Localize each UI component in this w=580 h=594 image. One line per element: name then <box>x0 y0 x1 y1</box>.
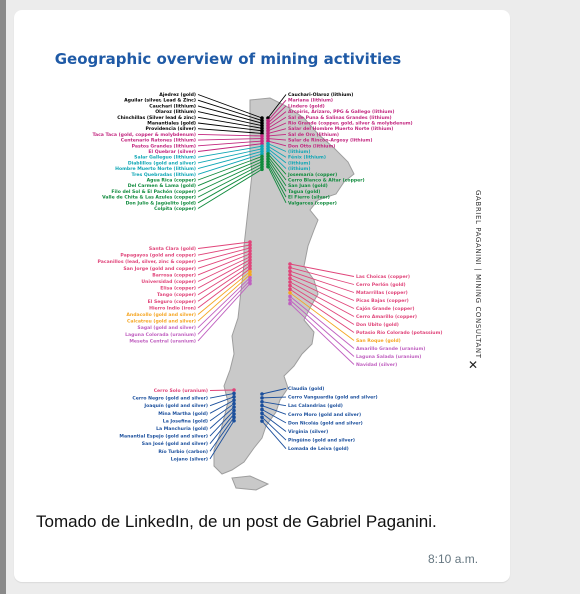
map-label: Hombre Muerto Norte (lithium) <box>115 167 196 173</box>
message-image[interactable] <box>18 14 506 502</box>
mine-marker <box>232 398 236 402</box>
map-label: Barrosa (copper) <box>152 273 196 279</box>
left-scroll-edge <box>0 0 6 594</box>
map-label: Manantiales (gold) <box>147 121 196 127</box>
map-label: Cerro Negro (gold and silver) <box>132 396 208 402</box>
mine-marker <box>260 404 264 408</box>
map-label: Matarrillas (copper) <box>356 291 408 296</box>
mine-marker <box>260 415 264 419</box>
map-label: (lithium) <box>288 167 311 173</box>
map-label: Navidad (silver) <box>356 363 398 368</box>
map-label: Calcatreu (gold and silver) <box>127 319 196 325</box>
mine-marker <box>232 419 236 423</box>
mine-marker <box>232 405 236 409</box>
message-caption: Tomado de LinkedIn, de un post de Gabriel Paganini. <box>36 512 437 531</box>
mine-marker <box>232 388 236 392</box>
mine-marker <box>232 409 236 413</box>
map-label: Cerro Blanco & Altar (copper) <box>288 178 365 184</box>
map-label: Cerro Perlón (gold) <box>356 283 406 288</box>
mine-marker <box>232 412 236 416</box>
map-label: Cerro Amarillo (copper) <box>356 315 417 320</box>
map-label: Josemaría (copper) <box>288 172 338 178</box>
mine-marker <box>232 395 236 399</box>
map-label: San Roque (gold) <box>356 339 401 344</box>
map-label: San Juan (gold) <box>288 184 328 190</box>
map-label: Del Carmen & Lama (gold) <box>127 184 196 190</box>
map-label: Aguilar (silver, Lead & Zinc) <box>124 98 196 104</box>
map-label: Universidad (copper) <box>141 280 196 285</box>
map-label: Ajedrez (gold) <box>159 93 196 98</box>
map-label: Virginia (silver) <box>288 430 329 435</box>
map-label: Tagua (gold) <box>288 189 321 195</box>
map-label: Cerro Vanguardia (gold and silver) <box>288 395 378 401</box>
map-label: Don Julio & Jagüelito (gold) <box>125 201 196 207</box>
map-label: Pingüino (gold and silver) <box>288 438 355 444</box>
map-label: Fénix (lithium) <box>288 155 326 161</box>
map-label: Cerro Moro (gold and silver) <box>288 412 362 418</box>
mine-marker <box>288 273 292 277</box>
author-credit-text: GABRIEL PAGANINI | MINING CONSULTANT <box>474 190 482 359</box>
map-label: Laguna Colorada (uranium) <box>125 332 196 338</box>
mine-marker <box>288 269 292 273</box>
map-label: Cajón Grande (copper) <box>356 307 415 312</box>
map-label: Diablillos (gold and silver) <box>127 161 196 167</box>
map-label: Centenario Ratones (lithium) <box>120 138 196 144</box>
map-label: El Quebrar (silver) <box>148 150 196 155</box>
map-label: Tres Quebradas (lithium) <box>131 172 196 178</box>
map-label: Tango (copper) <box>157 293 196 299</box>
map-label: Don Ubito (gold) <box>356 323 399 328</box>
mine-marker <box>288 277 292 281</box>
mine-marker <box>260 412 264 416</box>
author-credit <box>470 190 486 370</box>
mine-marker <box>232 402 236 406</box>
leader-line <box>262 421 286 449</box>
mine-marker <box>248 282 252 286</box>
tierra-del-fuego-shape <box>232 476 268 490</box>
map-label: Hierro Indio (iron) <box>149 306 196 312</box>
map-label: Cauchari-Olaroz (lithium) <box>288 93 354 98</box>
map-label: Arcoiris, Arizaro, PPG & Gallego (lithium) <box>288 110 395 116</box>
map-label: Chinchillas (Silver lead & zinc) <box>117 115 196 121</box>
map-label: La Josefina (gold) <box>162 419 208 425</box>
map-label: Pastos Grandes (lithium) <box>131 144 196 150</box>
leader-line <box>210 390 234 391</box>
map-label: Papagayos (gold and copper) <box>120 253 196 259</box>
map-label: Santa Clara (gold) <box>148 247 196 252</box>
map-label: La Manchuria (gold) <box>156 427 208 432</box>
map-label: Picas Bajas (copper) <box>356 299 409 304</box>
map-label: Meseta Central (uranium) <box>129 339 196 345</box>
map-label: Rio Grande (copper, gold, silver & molybdenum) <box>288 121 413 127</box>
mine-marker <box>266 165 270 169</box>
map-label: Valgarces (copper) <box>288 201 337 207</box>
map-label: Agua Rica (copper) <box>146 178 196 184</box>
map-label: Sal de Oro (lithium) <box>288 132 339 138</box>
map-label: Elisa (copper) <box>160 286 196 292</box>
argentina-mining-map <box>18 14 506 502</box>
mine-marker <box>232 416 236 420</box>
map-label: Joaquín (gold and silver) <box>144 404 208 410</box>
map-label: Providencia (silver) <box>145 127 196 133</box>
map-label: Lindero (gold) <box>288 104 325 110</box>
map-label: El Fierro (silver) <box>288 195 330 201</box>
map-label: Salar Galleguo (lithium) <box>134 155 196 161</box>
mine-marker <box>288 287 292 291</box>
map-label: Lojano (silver) <box>170 457 208 463</box>
map-label: Mina Martha (gold) <box>158 411 208 417</box>
mine-marker <box>260 408 264 412</box>
map-label: San José (gold and silver) <box>141 442 208 448</box>
map-label: Las Choicas (copper) <box>356 275 410 280</box>
map-label: Salar del Hombre Muerto Norte (lithium) <box>288 127 394 133</box>
map-label: Manantial Espejo (gold and silver) <box>119 434 208 440</box>
map-label: Valle de Chita & Las Azules (copper) <box>102 195 196 201</box>
mine-marker <box>288 280 292 284</box>
mine-marker <box>288 284 292 288</box>
map-label: Filo del Sol & El Pachón (copper) <box>111 189 196 195</box>
map-label: Don Nicolás (gold and silver) <box>288 421 363 427</box>
mine-marker <box>288 266 292 270</box>
mine-marker <box>232 392 236 396</box>
mine-marker <box>260 396 264 400</box>
map-label: (lithium) <box>288 150 311 155</box>
map-label: Andacollo (gold and silver) <box>126 313 196 318</box>
map-label: Colpita (copper) <box>154 207 196 212</box>
map-label: El Seguro (copper) <box>147 299 196 305</box>
map-label: Sal de Puna & Salinas Grandes (lithium) <box>288 115 392 121</box>
mine-marker <box>288 295 292 299</box>
map-label: Sagal (gold and silver) <box>137 326 196 332</box>
image-title: Geographic overview of mining activities <box>54 50 402 68</box>
leader-line <box>198 242 250 249</box>
map-label: Taca Taca (gold, copper & molybdenum) <box>92 132 196 138</box>
mine-marker <box>288 298 292 302</box>
mine-marker <box>288 262 292 266</box>
map-label: Mariana (lithium) <box>288 98 334 104</box>
mine-marker <box>288 291 292 295</box>
map-label: Amarillo Grande (uranium) <box>356 347 426 352</box>
map-label: San Jorge (gold and copper) <box>123 266 196 272</box>
message-timestamp: 8:10 a.m. <box>428 552 479 566</box>
map-label: Las Calandrias (gold) <box>288 404 343 410</box>
map-label: Río Turbio (carbon) <box>158 449 208 455</box>
mine-marker <box>260 400 264 404</box>
map-label: Laguna Salada (uranium) <box>356 355 422 360</box>
map-label: Cauchari (lithium) <box>149 104 196 110</box>
mine-marker <box>260 168 264 172</box>
map-label: (lithium) <box>288 161 311 167</box>
map-label: Lomada de Leiva (gold) <box>288 447 349 453</box>
mine-marker <box>260 392 264 396</box>
map-label: Salar de Rincón-Argosy (lithium) <box>288 138 373 144</box>
mine-marker <box>288 302 292 306</box>
map-label: Don Otto (lithium) <box>288 144 336 150</box>
map-label: Pacanillos (lead, silver, zinc & copper) <box>97 260 196 266</box>
map-label: Cerro Solo (uranium) <box>153 389 208 394</box>
map-label: Potasio Río Colorado (potassium) <box>356 331 443 336</box>
map-label: Claudia (gold) <box>288 387 325 392</box>
map-label: Olaroz (lithium) <box>155 110 196 116</box>
mine-marker <box>260 419 264 423</box>
message-bubble[interactable] <box>14 10 510 582</box>
consultant-logo-icon: ✕ <box>468 358 479 372</box>
